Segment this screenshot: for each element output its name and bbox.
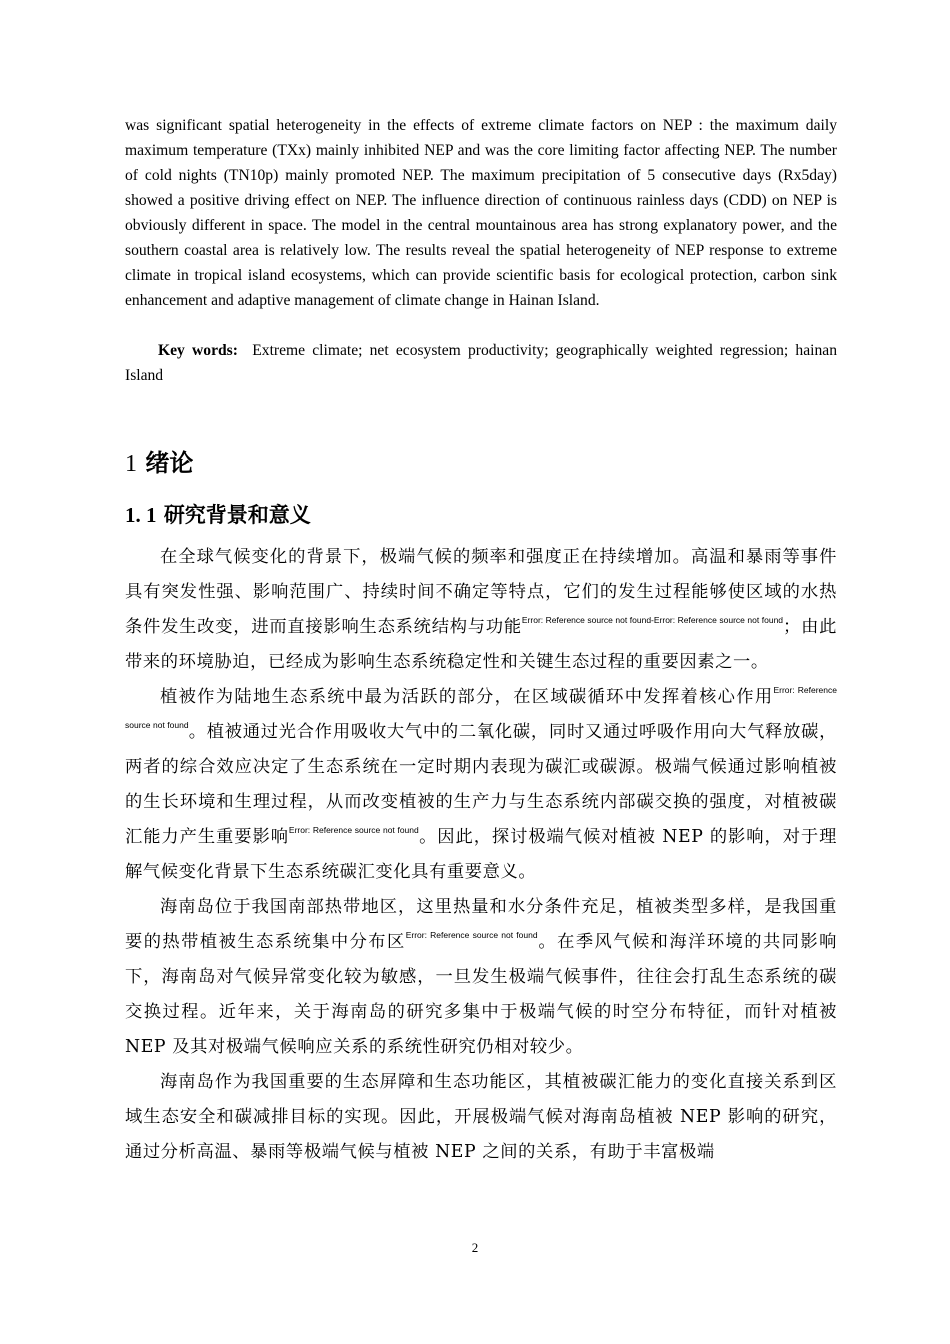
reference-error: Error: Reference source not found-Error: Reference source not found [521, 615, 784, 625]
body-text [125, 540, 837, 1170]
body-paragraph [125, 540, 837, 680]
reference-error: Error: Reference source not found [125, 685, 837, 730]
chapter-title: 绪论 [145, 449, 194, 477]
body-paragraph [125, 890, 837, 1065]
reference-error: Error: Reference source not found [288, 825, 419, 835]
section-heading [125, 500, 311, 530]
paragraph-text: 海南岛位于我国南部热带地区，这里热量和水分条件充足，植被类型多样，是我国重要的热带植被生态系统集中分布区 [125, 897, 837, 952]
reference-error: Error: Reference source not found [405, 930, 538, 940]
paragraph-text: 。植被通过光合作用吸收大气中的二氧化碳，同时又通过呼吸作用向大气释放碳，两者的综合效应决定了生态系统在一定时期内表现为碳汇或碳源。极端气候通过影响植被的生长环境和生理过程，从而改变植被的生产力与生态系统内部碳交换的强度，对植被碳汇能力产生重要影响 [125, 722, 837, 847]
body-paragraph [125, 680, 837, 890]
page-number: 2 [471, 1240, 479, 1255]
paragraph-text: 。因此，探讨极端气候对植被 NEP 的影响，对于理解气候变化背景下生态系统碳汇变化具有重要意义。 [125, 827, 837, 882]
chapter-number: 1 [125, 451, 137, 477]
abstract-paragraph: was significant spatial heterogeneity in the effects of extreme climate factors on NEP : the maximum daily maximum temperature (TXx) mainly inhibited NEP and was the core limiting factor affecting NEP. The number of cold nights (TN10p) mainly promoted NEP. The maximum precipitation of 5 consecutive days (Rx5day) showed a positive driving effect on NEP. The influence direction of continuous rainless days (CDD) on NEP is obviously different in space. The model in the central mountainous area has strong explanatory power, and the southern coastal area is relatively low. The results reveal the spatial heterogeneity of NEP response to extreme climate in tropical island ecosystems, which can provide scientific basis for ecological protection, carbon sink enhancement and adaptive management of climate change in Hainan Island. [125, 117, 837, 309]
section-title: 研究背景和意义 [163, 503, 311, 527]
keywords-paragraph [125, 338, 837, 388]
chapter-heading [125, 447, 193, 480]
keywords-label: Key words: [158, 342, 238, 359]
body-paragraph: 海南岛作为我国重要的生态屏障和生态功能区，其植被碳汇能力的变化直接关系到区域生态安全和碳减排目标的实现。因此，开展极端气候对海南岛植被 NEP 影响的研究，通过分析高温、暴雨等极端气候与植被 NEP 之间的关系，有助于丰富极端 [125, 1072, 837, 1162]
paragraph-text: 在全球气候变化的背景下，极端气候的频率和强度正在持续增加。高温和暴雨等事件具有突发性强、影响范围广、持续时间不确定等特点，它们的发生过程能够使区域的水热条件发生改变，进而直接影响生态系统结构与功能 [125, 547, 837, 637]
paragraph-text: 植被作为陆地生态系统中最为活跃的部分，在区域碳循环中发挥着核心作用 [160, 687, 774, 707]
keywords-text: Extreme climate; net ecosystem productivity; geographically weighted regression; hainan Island [125, 342, 837, 384]
section-number: 1. 1 [125, 503, 157, 527]
paragraph-text: ；由此带来的环境胁迫，已经成为影响生态系统稳定性和关键生态过程的重要因素之一。 [125, 617, 837, 672]
paragraph-text: 。在季风气候和海洋环境的共同影响下，海南岛对气候异常变化较为敏感，一旦发生极端气候事件，往往会打乱生态系统的碳交换过程。近年来，关于海南岛的研究多集中于极端气候的时空分布特征，而针对植被 NEP 及其对极端气候响应关系的系统性研究仍相对较少。 [125, 932, 837, 1057]
